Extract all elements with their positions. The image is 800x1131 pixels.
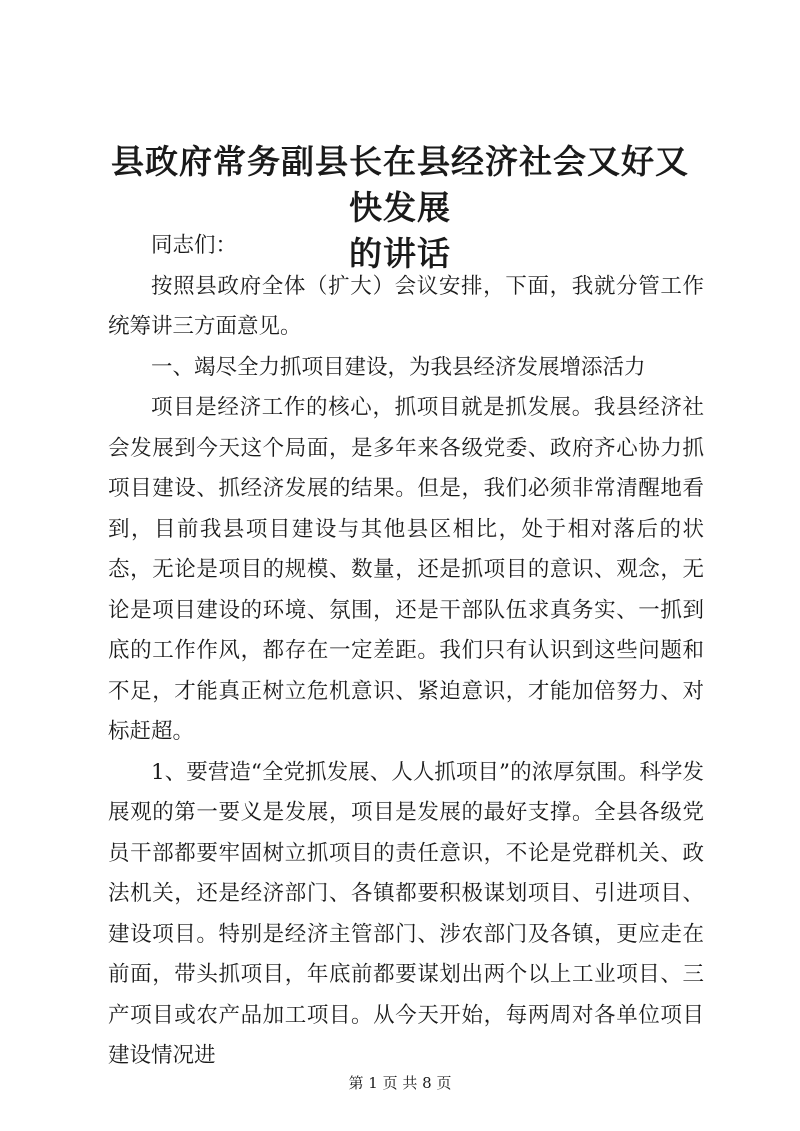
page-footer: 第 1 页 共 8 页	[348, 1074, 452, 1092]
document-body	[108, 226, 704, 1077]
salutation-paragraph: 同志们：	[151, 233, 238, 258]
intro-paragraph: 按照县政府全体（扩大）会议安排，下面，我就分管工作统筹讲三方面意见。	[108, 273, 704, 339]
section-heading: 一、竭尽全力抓项目建设，为我县经济发展增添活力	[151, 354, 646, 380]
body-paragraph: 项目是经济工作的核心，抓项目就是抓发展。我县经济社会发展到今天这个局面，是多年来各级党委、政府齐心协力抓项目建设、抓经济发展的结果。但是，我们必须非常清醒地看到，目前我县项目建设与其他县区相比，处于相对落后的状态，无论是项目的规模、数量，还是抓项目的意识、观念，无论是项目建设的环境、氛围，还是干部队伍求真务实、一抓到底的工作作风，都存在一定差距。我们只有认识到这些问题和不足，才能真正树立危机意识、紧迫意识，才能加倍努力、对标赶超。	[108, 395, 704, 744]
body-paragraph: 1、要营造“全党抓发展、人人抓项目”的浓厚氛围。科学发展观的第一要义是发展，项目是发展的最好支撑。全县各级党员干部都要牢固树立抓项目的责任意识，不论是党群机关、政法机关，还是经济部门、各镇都要积极谋划项目、引进项目、建设项目。特别是经济主管部门、涉农部门及各镇，更应走在前面，带头抓项目，年底前都要谋划出两个以上工业项目、三产项目或农产品加工项目。从今天开始，每两周对各单位项目建设情况进	[108, 759, 704, 1068]
title-line-2: 的讲话	[349, 234, 451, 273]
title-line-1: 县政府常务副县长在县经济社会又好又快发展	[111, 142, 689, 227]
